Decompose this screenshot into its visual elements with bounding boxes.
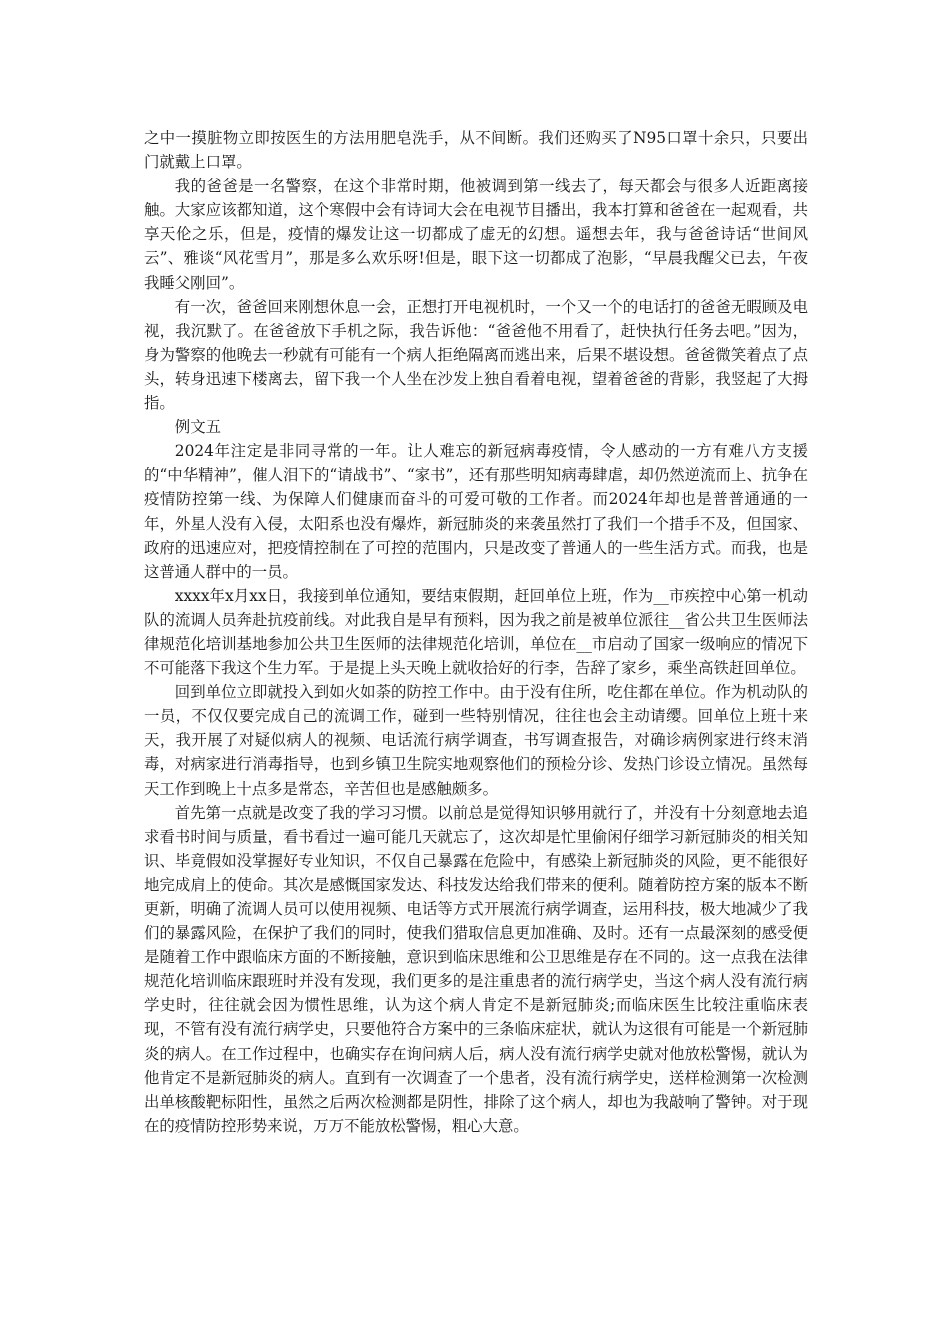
paragraph-unit-notice: xxxx年x月xx日，我接到单位通知，要结束假期，赶回单位上班，作为__市疾控中心第一机动队的流调人员奔赴抗疫前线。对此我自是早有预料，因为我之前是被单位派往__省公共卫生医师法律规范化培训基地参加公共卫生医师的法律规范化培训，单位在__市启动了国家一级响应的情况下不可能落下我这个生力军。于是提上头天晚上就收拾好的行李，告辞了家乡，乘坐高铁赶回单位。 (144, 586, 808, 678)
document-body (144, 126, 808, 1138)
section-heading-example-five: 例文五 (174, 418, 221, 437)
paragraph-reflections: 首先第一点就是改变了我的学习习惯。以前总是觉得知识够用就行了，并没有十分刻意地去追求看书时间与质量，看书看过一遍可能几天就忘了，这次却是忙里偷闲仔细学习新冠肺炎的相关知识、毕竟假如没掌握好专业知识，不仅自己暴露在危险中，有感染上新冠肺炎的风险，更不能很好地完成肩上的使命。其次是感慨国家发达、科技发达给我们带来的便利。随着防控方案的版本不断更新，明确了流调人员可以使用视频、电话等方式开展流行病学调查，运用科技，极大地减少了我们的暴露风险，在保护了我们的同时，使我们猎取信息更加准确、及时。还有一点最深刻的感受便是随着工作中跟临床方面的不断接触，意识到临床思维和公卫思维是存在不同的。这一点我在法律规范化培训临床跟班时并没有发现，我们更多的是注重患者的流行病学史，当这个病人没有流行病学史时，往往就会因为惯性思维，认为这个病人肯定不是新冠肺炎;而临床医生比较注重临床表现，不管有没有流行病学史，只要他符合方案中的三条临床症状，就认为这很有可能是一个新冠肺炎的病人。在工作过程中，也确实存在询问病人后，病人没有流行病学史就对他放松警惕，就认为他肯定不是新冠肺炎的病人。直到有一次调查了一个患者，没有流行病学史，送样检测第一次检测出单核酸靶标阳性，虽然之后两次检测都是阴性，排除了这个病人，却也为我敲响了警钟。对于现在的疫情防控形势来说，万万不能放松警惕，粗心大意。 (144, 803, 808, 1135)
paragraph-year-2024: 2024年注定是非同寻常的一年。让人难忘的新冠病毒疫情，令人感动的一方有难八方支援的“中华精神”，催人泪下的“请战书”、“家书”，还有那些明知病毒肆虐，却仍然逆流而上、抗争在疫情防控第一线、为保障人们健康而奋斗的可爱可敬的工作者。而2024年却也是普普通通的一年，外星人没有入侵，太阳系也没有爆炸，新冠肺炎的来袭虽然打了我们一个措手不及，但国家、政府的迅速应对，把疫情控制在了可控的范围内，只是改变了普通人的一些生活方式。而我，也是这普通人群中的一员。 (144, 442, 808, 581)
paragraph-police-father: 我的爸爸是一名警察，在这个非常时期，他被调到第一线去了，每天都会与很多人近距离接触。大家应该都知道，这个寒假中会有诗词大会在电视节目播出，我本打算和爸爸在一起观看，共享天伦之乐，但是，疫情的爆发让这一切都成了虚无的幻想。遥想去年，我与爸爸诗话“世间风云”、雅谈“风花雪月”，那是多么欢乐呀!但是，眼下这一切都成了泡影，“早晨我醒父已去，午夜我睡父刚回”。 (144, 177, 808, 292)
paragraph-back-to-unit: 回到单位立即就投入到如火如荼的防控工作中。由于没有住所，吃住都在单位。作为机动队的一员，不仅仅要完成自己的流调工作，碰到一些特别情况，往往也会主动请缨。回单位上班十来天，我开展了对疑似病人的视频、电话流行病学调查，书写调查报告，对确诊病例家进行终末消毒，对病家进行消毒指导，也到乡镇卫生院实地观察他们的预检分诊、发热门诊设立情况。虽然每天工作到晚上十点多是常态，辛苦但也是感触颇多。 (144, 683, 808, 798)
paragraph-phone-calls: 有一次，爸爸回来刚想休息一会，正想打开电视机时，一个又一个的电话打的爸爸无暇顾及电视，我沉默了。在爸爸放下手机之际，我告诉他：“爸爸他不用看了，赶快执行任务去吧。”因为，身为警察的他晚去一秒就有可能有一个病人拒绝隔离而逃出来，后果不堪设想。爸爸微笑着点了点头，转身迅速下楼离去，留下我一个人坐在沙发上独自看着电视，望着爸爸的背影，我竖起了大拇指。 (144, 297, 808, 413)
paragraph-continuation: 之中一摸脏物立即按医生的方法用肥皂洗手，从不间断。我们还购买了N95口罩十余只，只要出门就戴上口罩。 (144, 129, 808, 172)
